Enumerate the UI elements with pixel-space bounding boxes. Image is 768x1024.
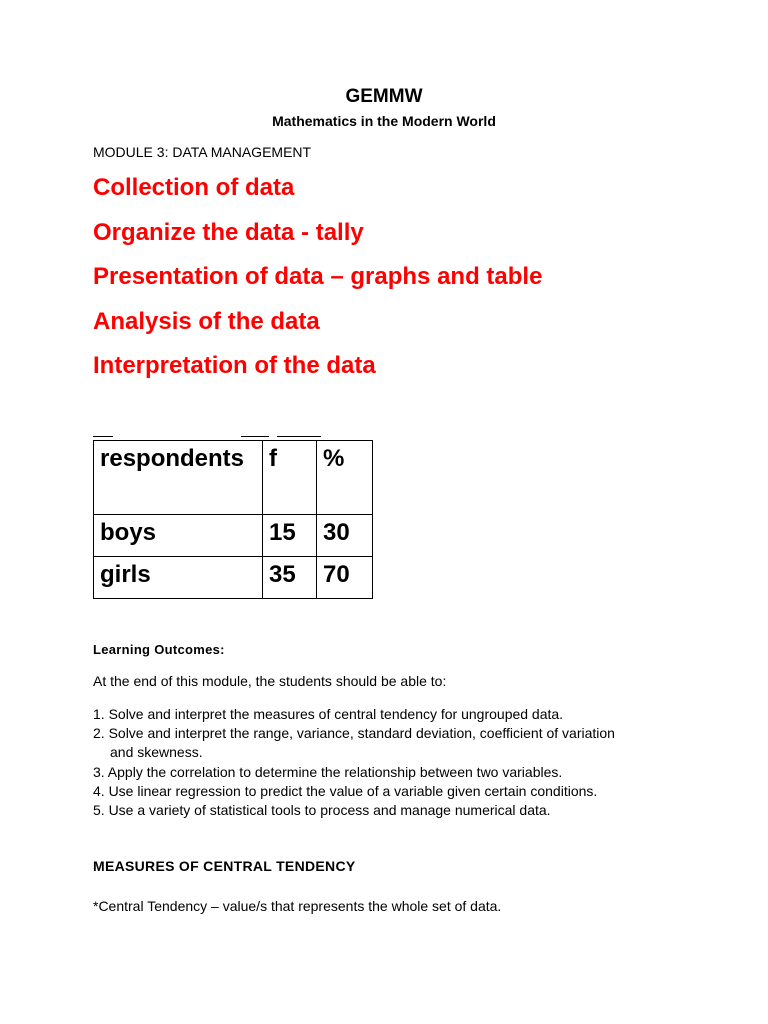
- document-subtitle: Mathematics in the Modern World: [272, 113, 496, 129]
- header-respondents: respondents: [94, 441, 263, 515]
- header-percent: %: [317, 441, 373, 515]
- cell-boys-percent: 30: [317, 515, 373, 557]
- document-title: GEMMW: [345, 86, 423, 107]
- cell-boys-label: boys: [94, 515, 263, 557]
- header-frequency: f: [263, 441, 317, 515]
- table-border-tick: [241, 436, 269, 441]
- learning-outcomes-heading: Learning Outcomes:: [93, 642, 225, 657]
- step-analysis: Analysis of the data: [93, 308, 320, 335]
- step-collection: Collection of data: [93, 174, 295, 201]
- module-heading: MODULE 3: DATA MANAGEMENT: [93, 144, 312, 160]
- table-row: [94, 515, 373, 557]
- table-header-row: [94, 441, 373, 515]
- list-item: 5. Use a variety of statistical tools to process and manage numerical data.: [93, 802, 551, 819]
- list-item: 4. Use linear regression to predict the value of a variable given certain conditions.: [93, 782, 598, 799]
- list-item-continuation-text: and skewness.: [110, 744, 203, 761]
- table-row: [94, 557, 373, 599]
- respondents-table-wrapper: [93, 440, 372, 598]
- cell-girls-percent: 70: [317, 557, 373, 599]
- list-item: 1. Solve and interpret the measures of central tendency for ungrouped data.: [93, 706, 564, 722]
- list-item: 3. Apply the correlation to determine the relationship between two variables.: [93, 763, 563, 780]
- list-item-continuation: [93, 743, 693, 762]
- cell-boys-frequency: 15: [263, 515, 317, 557]
- table-border-tick: [93, 436, 113, 441]
- respondents-table: [93, 440, 373, 599]
- table-border-tick: [277, 436, 321, 441]
- learning-outcomes-list: [93, 705, 693, 820]
- central-tendency-heading: MEASURES OF CENTRAL TENDENCY: [93, 858, 356, 874]
- step-organize: Organize the data - tally: [93, 219, 364, 246]
- cell-girls-label: girls: [94, 557, 263, 599]
- learning-outcomes-intro: At the end of this module, the students should be able to:: [93, 673, 447, 689]
- central-tendency-definition: *Central Tendency – value/s that represents the whole set of data.: [93, 898, 502, 914]
- step-presentation: Presentation of data – graphs and table: [93, 263, 543, 290]
- cell-girls-frequency: 35: [263, 557, 317, 599]
- step-interpretation: Interpretation of the data: [93, 352, 376, 379]
- list-item: 2. Solve and interpret the range, variance, standard deviation, coefficient of variation: [93, 725, 615, 742]
